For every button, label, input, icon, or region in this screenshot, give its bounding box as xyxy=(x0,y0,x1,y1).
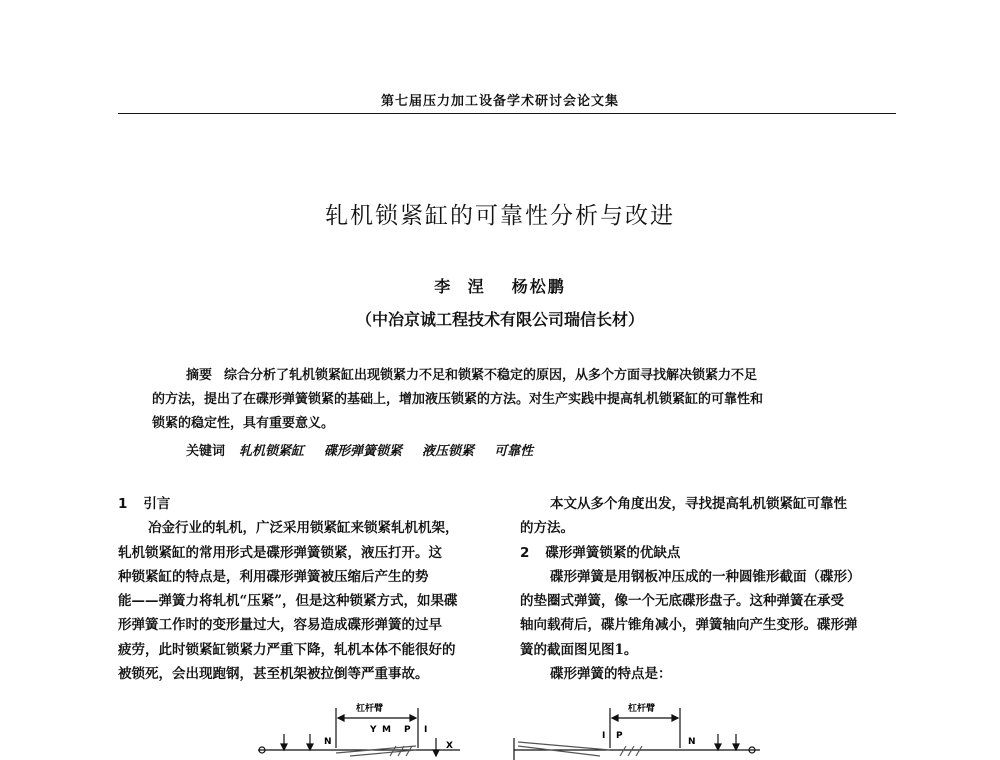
figure-label: 杠杆臂 xyxy=(356,704,384,714)
figure-label: N xyxy=(688,737,696,747)
arrow-head xyxy=(281,744,287,750)
paragraph-line: 的垫圈式弹簧，像一个无底碟形盘子。这种弹簧在承受 xyxy=(520,593,844,610)
running-head: 第七届压力加工设备学术研讨会论文集 xyxy=(380,94,619,109)
hatch-line xyxy=(636,746,642,756)
right-column xyxy=(520,492,900,686)
abstract-text-1: 综合分析了轧机锁紧缸出现锁紧力不足和锁紧不稳定的原因，从多个方面寻找解决锁紧力不足 xyxy=(224,368,758,383)
paragraph-line: 簧的截面图见图1。 xyxy=(520,641,638,658)
keyword: 轧机锁紧缸 xyxy=(239,444,305,459)
paper-title: 轧机锁紧缸的可靠性分析与改进 xyxy=(325,203,675,229)
author-1: 李 涅 xyxy=(434,277,490,296)
figure-label: P xyxy=(404,725,411,735)
keyword: 碟形弹簧锁紧 xyxy=(324,444,403,459)
figure-label: Y xyxy=(370,725,377,735)
figure-label: M xyxy=(382,725,391,735)
abstract-line-3: 锁紧的稳定性，具有重要意义。 xyxy=(152,416,335,431)
spring-section-edge xyxy=(518,742,610,750)
author-list xyxy=(0,274,1000,297)
arrow-head xyxy=(672,715,678,721)
paragraph-line: 被锁死，会出现跑钢，甚至机架被拉倒等严重事故。 xyxy=(118,666,429,683)
paragraph-line: 轧机锁紧缸的常用形式是碟形弹簧锁紧，液压打开。这 xyxy=(118,544,442,561)
figure-label: N xyxy=(324,737,332,747)
figure-label: 杠杆臂 xyxy=(628,704,656,714)
figure-label: P xyxy=(616,731,623,741)
left-diagram xyxy=(258,708,460,756)
arrow-head xyxy=(433,750,439,756)
author-2: 杨松鹏 xyxy=(511,277,566,296)
paragraph-line: 本文从多个角度出发，寻找提高轧机锁紧缸可靠性 xyxy=(550,496,847,512)
arrow-head xyxy=(410,715,416,721)
arrow-head xyxy=(307,744,313,750)
abstract-label: 摘要 xyxy=(186,368,213,383)
paragraph-line: 碟形弹簧是用钢板冲压成的一种圆锥形截面（碟形） xyxy=(550,568,861,585)
figure-label: I xyxy=(602,731,606,741)
figure-1-disc-spring-section xyxy=(240,698,770,760)
keyword: 液压锁紧 xyxy=(422,444,475,459)
keywords-label: 关键词 xyxy=(186,444,226,459)
abstract-line-1 xyxy=(152,364,862,388)
paragraph-line: 轴向载荷后，碟片锥角减小，弹簧轴向产生变形。碟形弹 xyxy=(520,617,858,634)
arrow-head xyxy=(733,744,739,750)
abstract-line-2: 的方法，提出了在碟形弹簧锁紧的基础上，增加液压锁紧的方法。对生产实践中提高轧机锁紧缸的可靠性和 xyxy=(152,392,764,407)
keyword: 可靠性 xyxy=(494,444,534,459)
header-rule xyxy=(118,113,896,114)
paragraph-line: 碟形弹簧的特点是： xyxy=(550,666,672,683)
arrow-head xyxy=(338,715,344,721)
paragraph-line: 疲劳，此时锁紧缸锁紧力严重下降，轧机本体不能很好的 xyxy=(118,641,456,658)
right-diagram xyxy=(514,708,760,760)
paragraph-line: 能——弹簧力将轧机“压紧”，但是这种锁紧方式，如果碟 xyxy=(118,593,458,610)
section-2-title: 碟形弹簧锁紧的优缺点 xyxy=(545,544,681,561)
paragraph-line: 冶金行业的轧机，广泛采用锁紧缸来锁紧轧机机架， xyxy=(148,520,459,537)
section-1-title: 引言 xyxy=(143,496,171,512)
paragraph-line: 形弹簧工作时的变形量过大，容易造成碟形弹簧的过早 xyxy=(118,617,442,634)
hatch-line xyxy=(620,746,626,756)
hatch-line xyxy=(628,746,634,756)
arrow-head xyxy=(715,744,721,750)
abstract xyxy=(152,364,862,436)
paragraph-line: 种锁紧缸的特点是，利用碟形弹簧被压缩后产生的势 xyxy=(118,568,429,585)
section-1-heading xyxy=(118,492,498,516)
left-column xyxy=(118,492,498,686)
affiliation: （中冶京诚工程技术有限公司瑞信长材） xyxy=(355,310,644,329)
keywords xyxy=(186,440,553,459)
section-1-number: 1 xyxy=(118,496,128,512)
section-2-number: 2 xyxy=(520,544,530,561)
figure-label: I xyxy=(424,725,428,735)
paragraph-line: 的方法。 xyxy=(520,520,574,537)
figure-label: X xyxy=(446,741,453,751)
section-2-heading xyxy=(520,541,900,565)
arrow-head xyxy=(612,715,618,721)
